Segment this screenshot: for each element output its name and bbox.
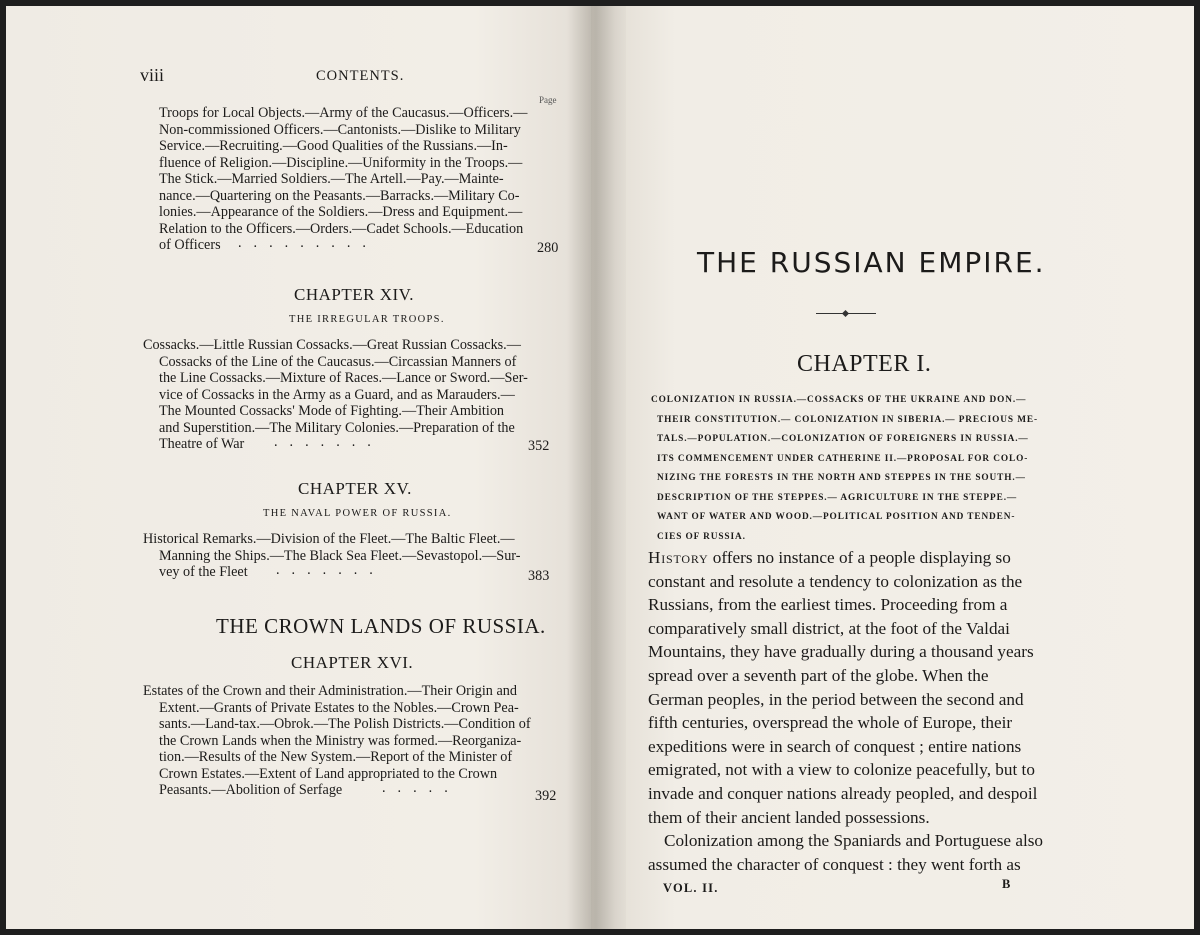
toc-line: Troops for Local Objects.—Army of the Caucasus.—Officers.— bbox=[159, 105, 528, 121]
toc-line: tion.—Results of the New System.—Report of the Minister of bbox=[159, 749, 513, 765]
toc-page-number: 280 bbox=[537, 240, 559, 256]
book-title: THE RUSSIAN EMPIRE. bbox=[697, 246, 1046, 279]
chapter-title: THE NAVAL POWER OF RUSSIA. bbox=[263, 508, 452, 519]
chapter-heading: CHAPTER XIV. bbox=[294, 285, 414, 304]
body-line: Russians, from the earliest times. Proceeding from a bbox=[648, 595, 1008, 615]
body-line: invade and conquer nations already peopled, and despoil bbox=[648, 784, 1038, 803]
body-line: assumed the character of conquest : they went forth as bbox=[648, 854, 1021, 874]
toc-line: Historical Remarks.—Division of the Fleet.—The Baltic Fleet.— bbox=[143, 531, 515, 547]
toc-line: The Stick.—Married Soldiers.—The Artell.—Pay.—Mainte- bbox=[159, 171, 504, 187]
toc-line: Theatre of War bbox=[159, 436, 245, 452]
right-page-chapter-one bbox=[591, 6, 1194, 929]
body-line: Colonization among the Spaniards and Portuguese also bbox=[664, 831, 1044, 851]
left-page-contents bbox=[6, 6, 591, 929]
body-line: them of their ancient landed possessions. bbox=[648, 807, 930, 827]
body-line: German peoples, in the period between the second and bbox=[648, 689, 1024, 709]
toc-line: Cossacks.—Little Russian Cossacks.—Great Russian Cossacks.— bbox=[143, 337, 521, 353]
summary-line: WANT OF WATER AND WOOD.—POLITICAL POSITION AND TENDEN- bbox=[657, 512, 1016, 522]
toc-line: Estates of the Crown and their Administration.—Their Origin and bbox=[143, 683, 517, 699]
toc-line: Relation to the Officers.—Orders.—Cadet Schools.—Education bbox=[159, 220, 524, 237]
toc-line: Non-commissioned Officers.—Cantonists.—Dislike to Military bbox=[159, 121, 521, 138]
toc-line: of Officers bbox=[159, 237, 221, 253]
body-line: fifth centuries, overspread the whole of Europe, their bbox=[648, 713, 1013, 733]
running-head: CONTENTS. bbox=[316, 68, 405, 84]
gutter-shadow bbox=[566, 6, 626, 929]
book-spread bbox=[6, 6, 1194, 929]
leader-dots: ......... bbox=[238, 235, 378, 251]
leader-dots: ....... bbox=[276, 562, 385, 578]
toc-line: Crown Estates.—Extent of Land appropriated to the Crown bbox=[159, 765, 498, 782]
body-line: emigrated, not with a view to colonize peacefully, but to bbox=[648, 760, 1035, 780]
toc-line: Cossacks of the Line of the Caucasus.—Circassian Manners of bbox=[159, 353, 517, 370]
toc-line: and Superstition.—The Military Colonies.—Preparation of the bbox=[159, 419, 515, 436]
signature-volume: VOL. II. bbox=[663, 881, 719, 895]
toc-line: the Crown Lands when the Ministry was formed.—Reorganiza- bbox=[159, 732, 522, 749]
leader-dots: ..... bbox=[382, 780, 460, 796]
toc-line: lonies.—Appearance of the Soldiers.—Dress and Equipment.— bbox=[159, 204, 523, 220]
toc-page-number: 392 bbox=[535, 788, 557, 804]
toc-line: Manning the Ships.—The Black Sea Fleet.—Sevastopol.—Sur- bbox=[159, 547, 521, 564]
opening-word: History bbox=[648, 548, 709, 567]
summary-line: ITS COMMENCEMENT UNDER CATHERINE II.—PROPOSAL FOR COLO- bbox=[657, 453, 1029, 464]
page-number: viii bbox=[140, 65, 165, 85]
summary-line: THEIR CONSTITUTION.— COLONIZATION IN SIBERIA.— PRECIOUS ME- bbox=[657, 414, 1038, 425]
toc-line: vey of the Fleet bbox=[159, 564, 248, 580]
toc-line: Peasants.—Abolition of Serfage bbox=[159, 782, 343, 798]
toc-line: vice of Cossacks in the Army as a Guard, and as Marauders.— bbox=[159, 386, 515, 403]
chapter-heading: CHAPTER I. bbox=[797, 351, 932, 377]
page-column-label: Page bbox=[539, 95, 557, 105]
toc-line: Service.—Recruiting.—Good Qualities of the Russians.—In- bbox=[159, 138, 508, 154]
body-line: expeditions were in search of conquest ; entire nations bbox=[648, 736, 1022, 756]
toc-line: sants.—Land-tax.—Obrok.—The Polish Districts.—Condition of bbox=[159, 716, 531, 732]
summary-line: CIES OF RUSSIA. bbox=[657, 531, 746, 542]
chapter-title: THE IRREGULAR TROOPS. bbox=[289, 314, 445, 325]
signature-mark: B bbox=[1002, 877, 1011, 891]
body-line: Mountains, they have gradually during a thousand years bbox=[648, 642, 1034, 662]
summary-line: TALS.—POPULATION.—COLONIZATION OF FOREIGNERS IN RUSSIA.— bbox=[657, 434, 1029, 444]
toc-page-number: 383 bbox=[528, 568, 550, 584]
toc-line: fluence of Religion.—Discipline.—Uniformity in the Troops.— bbox=[159, 154, 523, 171]
summary-line: NIZING THE FORESTS IN THE NORTH AND STEPPES IN THE SOUTH.— bbox=[657, 473, 1026, 483]
body-line: History offers no instance of a people displaying so bbox=[648, 548, 1011, 567]
body-line: comparatively small district, at the foot of the Valdai bbox=[648, 618, 1010, 638]
leader-dots: ....... bbox=[274, 434, 383, 450]
toc-page-number: 352 bbox=[528, 438, 550, 454]
toc-line: the Line Cossacks.—Mixture of Races.—Lance or Sword.—Ser- bbox=[159, 370, 528, 386]
chapter-heading: CHAPTER XV. bbox=[298, 479, 412, 498]
body-line: spread over a seventh part of the globe. When the bbox=[648, 666, 989, 685]
toc-line: nance.—Quartering on the Peasants.—Barracks.—Military Co- bbox=[159, 187, 520, 204]
toc-line: Extent.—Grants of Private Estates to the Nobles.—Crown Pea- bbox=[159, 699, 519, 716]
part-title: THE CROWN LANDS OF RUSSIA. bbox=[216, 614, 546, 638]
chapter-heading: CHAPTER XVI. bbox=[291, 653, 414, 672]
toc-line: The Mounted Cossacks' Mode of Fighting.—Their Ambition bbox=[159, 403, 505, 419]
summary-line: DESCRIPTION OF THE STEPPES.— AGRICULTURE IN THE STEPPE.— bbox=[657, 492, 1018, 503]
body-line: constant and resolute a tendency to colonization as the bbox=[648, 571, 1023, 591]
summary-line: COLONIZATION IN RUSSIA.—COSSACKS OF THE UKRAINE AND DON.— bbox=[651, 395, 1027, 405]
